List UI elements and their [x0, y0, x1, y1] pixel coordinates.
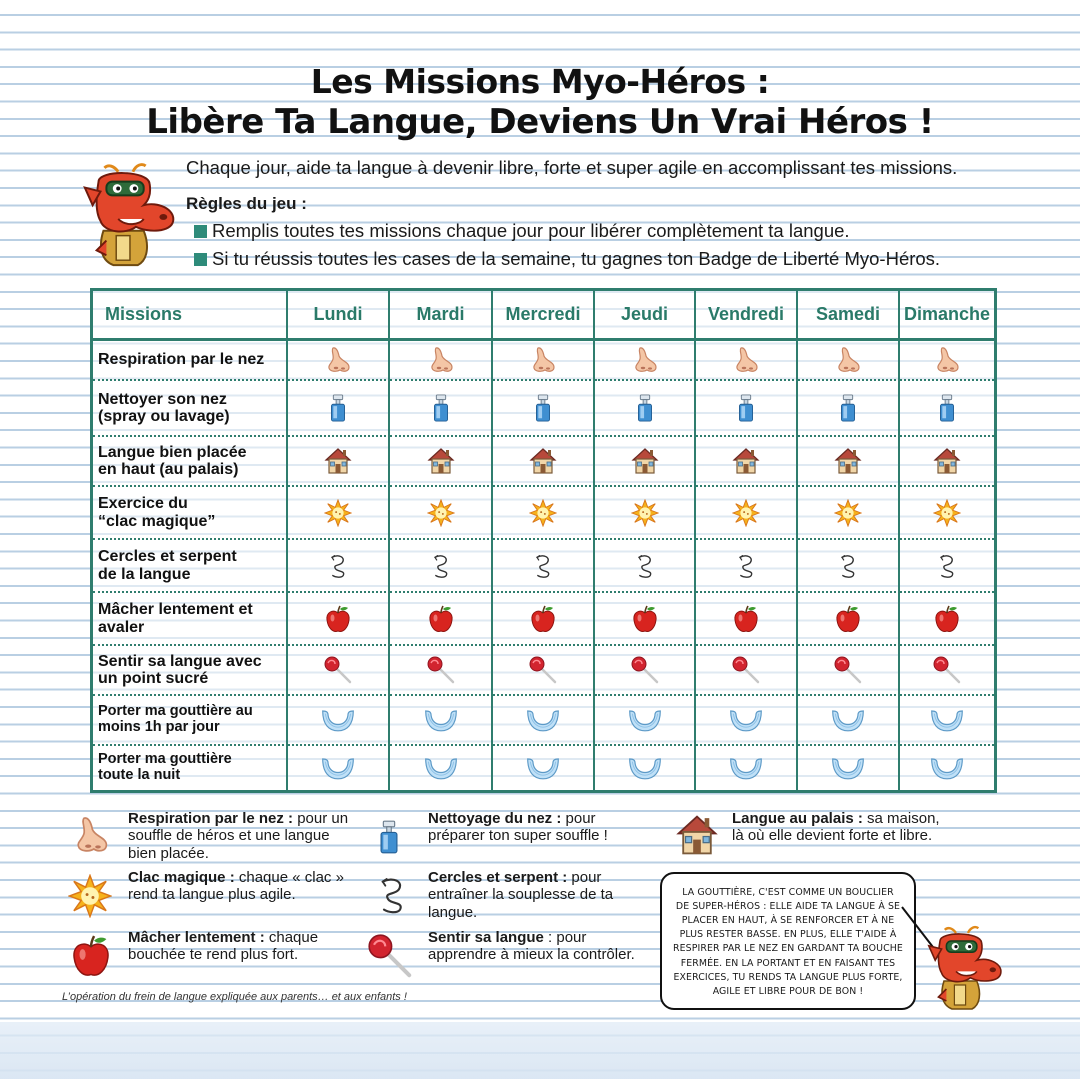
nose-icon — [528, 345, 558, 375]
apple-icon — [323, 604, 353, 634]
mission-label-line2: (spray ou lavage) — [98, 408, 230, 425]
mission-label-line1: Respiration par le nez — [98, 351, 265, 369]
apple-icon — [426, 604, 456, 634]
legend-nose: Respiration par le nez : pour un souffle de héros et une langue bien placée. — [128, 810, 349, 862]
mission-check-cell[interactable] — [798, 696, 900, 746]
mission-check-cell[interactable] — [390, 437, 493, 487]
mission-check-cell[interactable] — [900, 746, 994, 790]
mission-label — [93, 696, 288, 746]
mission-check-cell[interactable] — [696, 381, 798, 437]
mission-label-line1: Mâcher lentement et — [98, 601, 253, 619]
mission-check-cell[interactable] — [390, 540, 493, 593]
house-icon — [674, 812, 720, 858]
page-title-line1: Les Missions Myo-Héros : — [310, 62, 770, 101]
mission-check-cell[interactable] — [900, 696, 994, 746]
table-header-missions: Missions — [93, 291, 288, 341]
house-icon — [932, 446, 962, 476]
mission-label-line2: en haut (au palais) — [98, 461, 239, 478]
table-header-day: Vendredi — [696, 291, 798, 341]
legend-house: Langue au palais : sa maison, là où elle devient forte et libre. — [732, 810, 940, 845]
lollipop-icon — [833, 655, 863, 685]
mission-label-line2: “clac magique” — [98, 512, 216, 530]
mission-check-cell[interactable] — [288, 341, 390, 381]
house-icon — [426, 446, 456, 476]
clac-icon — [427, 499, 455, 527]
bubble-line: LA GOUTTIÈRE, C'EST COMME UN BOUCLIER — [682, 887, 894, 898]
bubble-line: DE SUPER-HÉROS : ELLE AIDE TA LANGUE À SE — [675, 901, 901, 913]
clac-icon — [732, 499, 760, 527]
mission-check-cell[interactable] — [696, 437, 798, 487]
mission-check-cell[interactable] — [696, 646, 798, 696]
mission-label — [93, 381, 288, 437]
nose-icon — [731, 345, 761, 375]
mission-check-cell[interactable] — [390, 746, 493, 790]
mission-check-cell[interactable] — [696, 746, 798, 790]
table-header-day: Mercredi — [493, 291, 595, 341]
mouthguard-icon — [728, 706, 764, 734]
mission-check-cell[interactable] — [595, 593, 696, 646]
bullet-square-icon — [194, 253, 207, 266]
mission-label — [93, 487, 288, 540]
mission-check-cell[interactable] — [493, 696, 595, 746]
mouthguard-icon — [627, 754, 663, 782]
spray-icon — [933, 393, 961, 423]
mission-label — [93, 341, 288, 381]
mission-check-cell[interactable] — [493, 437, 595, 487]
missions-table — [90, 288, 997, 793]
mission-check-cell[interactable] — [798, 341, 900, 381]
dragon-mascot-icon — [918, 925, 1010, 1013]
rule-text: Si tu réussis toutes les cases de la semaine, tu gagnes ton Badge de Liberté Myo-Héros. — [212, 248, 941, 269]
speech-bubble — [660, 872, 916, 1010]
mission-label — [93, 437, 288, 487]
mouthguard-icon — [830, 706, 866, 734]
mouthguard-icon — [728, 754, 764, 782]
mission-check-cell[interactable] — [595, 381, 696, 437]
intro-text: Chaque jour, aide ta langue à devenir libre, forte et super agile en accomplissant tes missions. — [186, 157, 958, 178]
swirl-icon — [632, 552, 658, 580]
mission-check-cell[interactable] — [288, 696, 390, 746]
mission-check-cell[interactable] — [493, 746, 595, 790]
mission-check-cell[interactable] — [288, 746, 390, 790]
mission-check-cell[interactable] — [288, 646, 390, 696]
spray-icon — [834, 393, 862, 423]
page-title-line2: Libère Ta Langue, Deviens Un Vrai Héros ! — [146, 102, 934, 142]
mouthguard-icon — [525, 754, 561, 782]
mouthguard-icon — [929, 754, 965, 782]
mission-check-cell[interactable] — [390, 341, 493, 381]
nose-icon — [630, 345, 660, 375]
swirl-icon — [428, 552, 454, 580]
mission-label — [93, 593, 288, 646]
house-icon — [323, 446, 353, 476]
nose-icon — [932, 345, 962, 375]
mouthguard-icon — [929, 706, 965, 734]
mission-check-cell[interactable] — [798, 593, 900, 646]
mouthguard-icon — [525, 706, 561, 734]
nose-icon — [833, 345, 863, 375]
bullet-square-icon — [194, 225, 207, 238]
mission-label — [93, 540, 288, 593]
swirl-icon — [934, 552, 960, 580]
clac-icon — [933, 499, 961, 527]
rules-title: Règles du jeu : — [186, 194, 307, 213]
swirl-icon — [530, 552, 556, 580]
mission-check-cell[interactable] — [900, 593, 994, 646]
mission-check-cell[interactable] — [390, 381, 493, 437]
mission-check-cell[interactable] — [493, 540, 595, 593]
clac-icon — [68, 874, 112, 918]
lollipop-icon — [366, 932, 414, 980]
mission-check-cell[interactable] — [595, 437, 696, 487]
mission-check-cell[interactable] — [390, 646, 493, 696]
mission-check-cell[interactable] — [390, 487, 493, 540]
swirl-icon — [325, 552, 351, 580]
bubble-line: FERMÉE. EN LA PORTANT ET EN FAISANT TES — [680, 957, 896, 969]
mission-check-cell[interactable] — [288, 381, 390, 437]
legend-spray: Nettoyage du nez : pour préparer ton super souffle ! — [428, 810, 608, 845]
mission-check-cell[interactable] — [900, 341, 994, 381]
clac-icon — [834, 499, 862, 527]
mission-label — [93, 746, 288, 790]
apple-icon — [833, 604, 863, 634]
mission-check-cell[interactable] — [390, 593, 493, 646]
mission-check-cell[interactable] — [696, 341, 798, 381]
spray-icon — [631, 393, 659, 423]
mission-check-cell[interactable] — [798, 437, 900, 487]
spray-icon — [372, 812, 406, 862]
mission-check-cell[interactable] — [390, 696, 493, 746]
mission-check-cell[interactable] — [900, 381, 994, 437]
legend-clac: Clac magique : chaque « clac » rend ta langue plus agile. — [128, 869, 344, 904]
rule-text: Remplis toutes tes missions chaque jour pour libérer complètement ta langue. — [212, 220, 850, 241]
mission-check-cell[interactable] — [288, 593, 390, 646]
apple-icon — [731, 604, 761, 634]
house-icon — [630, 446, 660, 476]
table-header-day: Lundi — [288, 291, 390, 341]
mission-check-cell[interactable] — [493, 381, 595, 437]
page-caption: L’opération du frein de langue expliquée aux parents… et aux enfants ! — [62, 991, 407, 1003]
mission-check-cell[interactable] — [595, 696, 696, 746]
mission-check-cell[interactable] — [696, 540, 798, 593]
spray-icon — [732, 393, 760, 423]
mission-check-cell[interactable] — [493, 646, 595, 696]
nose-icon — [426, 345, 456, 375]
mission-check-cell[interactable] — [900, 540, 994, 593]
clac-icon — [529, 499, 557, 527]
apple-icon — [932, 604, 962, 634]
legend-apple: Mâcher lentement : chaque bouchée te rend plus fort. — [128, 929, 319, 964]
lollipop-icon — [426, 655, 456, 685]
apple-icon — [528, 604, 558, 634]
spray-icon — [324, 393, 352, 423]
mission-label-line1: Nettoyer son nez — [98, 390, 227, 408]
mission-label-line1: Cercles et serpent — [98, 548, 237, 566]
mission-check-cell[interactable] — [696, 593, 798, 646]
mission-check-cell[interactable] — [696, 696, 798, 746]
mission-label-line2: un point sucré — [98, 670, 209, 687]
mission-check-cell[interactable] — [798, 646, 900, 696]
swirl-icon — [835, 552, 861, 580]
house-icon — [833, 446, 863, 476]
mission-label-line1: Porter ma gouttière au — [98, 703, 253, 720]
mission-label-line1: Langue bien placée — [98, 443, 247, 461]
house-icon — [528, 446, 558, 476]
mouthguard-icon — [320, 706, 356, 734]
table-header-day: Samedi — [798, 291, 900, 341]
swirl-icon — [372, 872, 412, 918]
mission-check-cell[interactable] — [900, 437, 994, 487]
mission-label-line1: Exercice du — [98, 495, 188, 513]
rule-item — [194, 220, 850, 242]
mission-check-cell[interactable] — [288, 540, 390, 593]
mission-check-cell[interactable] — [696, 487, 798, 540]
rule-item — [194, 248, 940, 270]
legend-swirl: Cercles et serpent : pour entraîner la souplesse de ta langue. — [428, 869, 614, 921]
lollipop-icon — [630, 655, 660, 685]
mission-check-cell[interactable] — [900, 487, 994, 540]
mouthguard-icon — [627, 706, 663, 734]
mission-check-cell[interactable] — [493, 593, 595, 646]
mission-label-line2: toute la nuit — [98, 767, 181, 783]
mission-check-cell[interactable] — [595, 540, 696, 593]
lollipop-icon — [932, 655, 962, 685]
mission-label — [93, 646, 288, 696]
mission-check-cell[interactable] — [798, 487, 900, 540]
mission-check-cell[interactable] — [493, 487, 595, 540]
mission-check-cell[interactable] — [798, 746, 900, 790]
house-icon — [731, 446, 761, 476]
nose-icon — [323, 345, 353, 375]
swirl-icon — [733, 552, 759, 580]
bubble-line: RESPIRER PAR LE NEZ EN GARDANT TA BOUCHE — [673, 943, 903, 955]
lollipop-icon — [323, 655, 353, 685]
mission-label-line1: Sentir sa langue avec — [98, 652, 262, 670]
clac-icon — [631, 499, 659, 527]
bottom-band — [0, 1022, 1080, 1079]
spray-icon — [529, 393, 557, 423]
mission-check-cell[interactable] — [288, 437, 390, 487]
table-header-day: Dimanche — [900, 291, 994, 341]
lollipop-icon — [528, 655, 558, 685]
mission-check-cell[interactable] — [900, 646, 994, 696]
mission-label-line2: de la langue — [98, 565, 191, 583]
mission-check-cell[interactable] — [595, 646, 696, 696]
mouthguard-icon — [423, 754, 459, 782]
mission-label-line2: avaler — [98, 618, 145, 636]
mission-label-line2: moins 1h par jour — [98, 719, 220, 735]
table-header-day: Mardi — [390, 291, 493, 341]
mission-check-cell[interactable] — [595, 487, 696, 540]
mission-check-cell[interactable] — [798, 381, 900, 437]
clac-icon — [324, 499, 352, 527]
mouthguard-icon — [830, 754, 866, 782]
mission-check-cell[interactable] — [288, 487, 390, 540]
apple-icon — [68, 932, 114, 980]
bubble-line: EXERCICES, TU RENDS TA LANGUE PLUS FORTE, — [673, 971, 903, 983]
bubble-line: PLUS RESTER BASSE. EN PLUS, ELLE T'AIDE À — [679, 929, 897, 941]
mission-check-cell[interactable] — [798, 540, 900, 593]
apple-icon — [630, 604, 660, 634]
lollipop-icon — [731, 655, 761, 685]
mission-check-cell[interactable] — [595, 746, 696, 790]
legend-lollipop: Sentir sa langue : pour apprendre à mieux la contrôler. — [428, 929, 635, 964]
bubble-line: AGILE ET LIBRE POUR DE BON ! — [712, 985, 864, 997]
mouthguard-icon — [423, 706, 459, 734]
table-header-day: Jeudi — [595, 291, 696, 341]
mission-check-cell[interactable] — [493, 341, 595, 381]
nose-icon — [70, 812, 112, 858]
mission-label-line1: Porter ma gouttière — [98, 751, 232, 768]
bubble-line: PLACER EN HAUT, À SE RENFORCER ET À NE — [681, 915, 895, 927]
dragon-mascot-icon — [78, 162, 178, 270]
mouthguard-icon — [320, 754, 356, 782]
mission-check-cell[interactable] — [595, 341, 696, 381]
spray-icon — [427, 393, 455, 423]
